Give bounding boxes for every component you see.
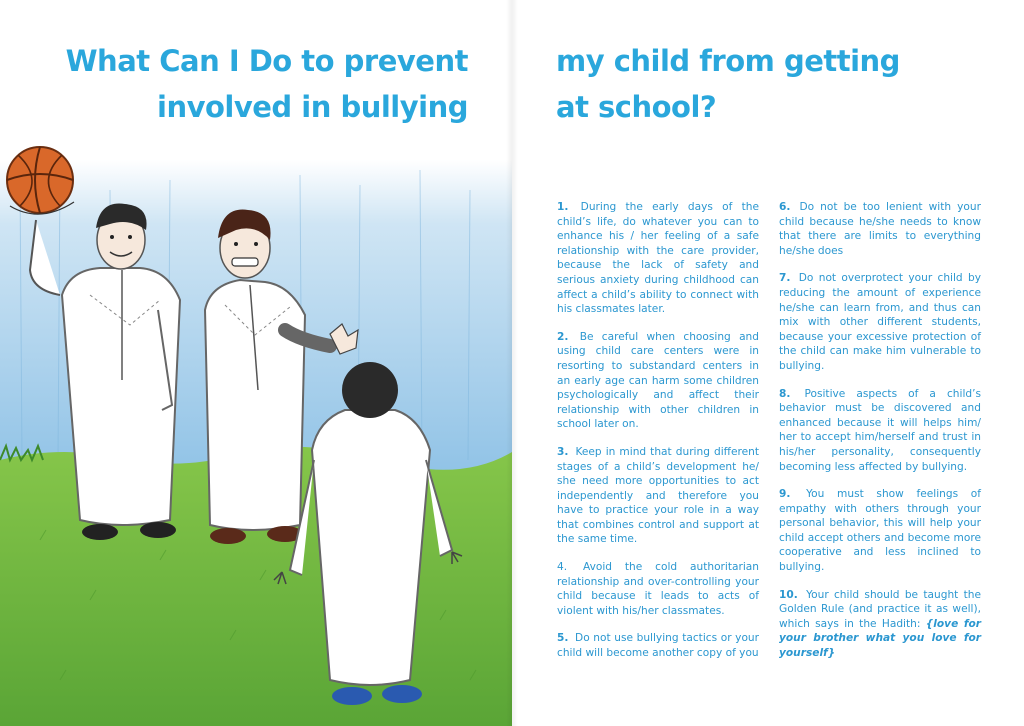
tip-number: 3.: [557, 445, 569, 458]
tip-text: Do not overprotect your child by reducing the amount of experience he/she can learn from, and thus can mix with other different students, because your excessive protection of the child can make him vulnerable to bullying.: [779, 272, 981, 372]
tip-text: During the early days of the child’s life, do whatever you can to enhance his / her feeling of a safe relationship with the care provider, because the lack of safety and serious anxiety during childhood can affect a child’s ability to connect with his classmates later.: [557, 201, 760, 316]
title-line: my child from getting: [556, 44, 900, 78]
tip-text: Keep in mind that during different stages of a child’s development he/ she need more opportunities to act independently and therefore you have to practice your role in a way that combines control and support at the same time.: [557, 445, 759, 546]
tip-number: 2.: [557, 330, 569, 343]
title-line: What Can I Do to prevent: [65, 44, 468, 78]
tip-number: 1.: [557, 201, 569, 213]
tip-item: [779, 387, 981, 475]
tip-item: [779, 588, 981, 661]
tip-text: Your child should be taught the Golden Rule (and practice it as well), which says in the Hadith:: [779, 588, 981, 630]
tip-item: [557, 200, 759, 317]
tip-item: [557, 330, 759, 432]
right-page: [512, 0, 1024, 726]
tip-item: [779, 271, 981, 373]
tips-column-2: [779, 200, 981, 674]
tip-number: 5.: [557, 632, 569, 645]
tip-text: Do not be too lenient with your child because he/she needs to know that there are limits to everything he/she does: [779, 201, 981, 257]
tip-item: [779, 200, 981, 258]
tip-text: Do not use bullying tactics or your child will become another copy of you: [557, 632, 759, 660]
tip-item: [557, 445, 759, 547]
tip-number: 9.: [779, 488, 791, 501]
tip-text: You must show feelings of empathy with others through your personal behavior, this will help your child accept others and become more cooperative and less inclined to bullying.: [779, 488, 981, 574]
tip-item: [779, 487, 981, 575]
tips-column-1: [557, 200, 759, 674]
tip-number: 10.: [779, 588, 798, 601]
tip-number: 6.: [779, 201, 791, 213]
basketball-icon: [7, 147, 74, 214]
title-part-left: [66, 38, 468, 130]
tip-number: 8.: [779, 387, 791, 400]
children-illustration: [0, 120, 512, 726]
title-line: involved in bullying: [157, 90, 468, 124]
tip-text: Positive aspects of a child’s behavior must be discovered and enhanced because it will helps him/ her to accept him/herself and trust in his/her personality, consequently becoming less affected by bullying.: [779, 387, 981, 473]
hadith-quote: {love for your brother what you love for yourself}: [779, 617, 981, 660]
tip-text: Be careful when choosing and using child care centers were in resorting to substandard centers in an early age can harm some children psychologically and affect their relationship with other children in school later on.: [557, 330, 759, 431]
tip-item: [557, 560, 759, 618]
title-part-right: [556, 38, 900, 130]
tip-number: 4.: [557, 561, 568, 574]
tip-text: Avoid the cold authoritarian relationship and over-controlling your child because it leads to acts of violent with his/her classmates.: [557, 561, 759, 617]
title-line: at school?: [556, 90, 717, 124]
tip-number: 7.: [779, 272, 791, 285]
tip-item: [557, 631, 759, 660]
